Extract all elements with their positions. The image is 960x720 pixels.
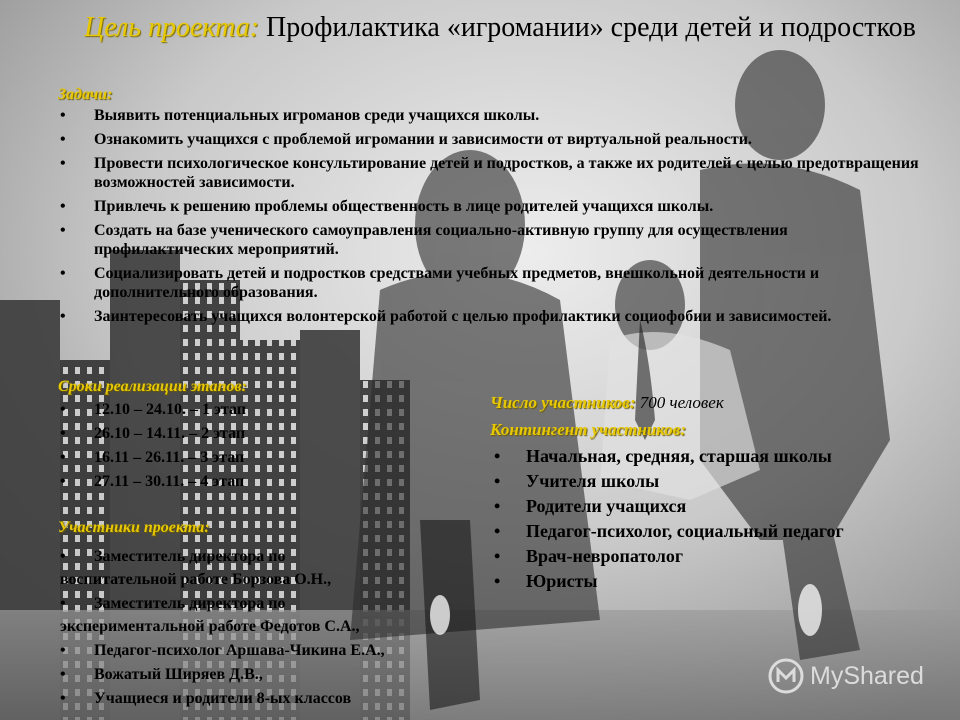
list-item: [56, 594, 496, 613]
list-item: [490, 471, 844, 492]
bullet: •: [60, 690, 66, 707]
count-label: Число участников:: [490, 393, 636, 412]
list-item: [56, 448, 246, 467]
task-text: Провести психологическое консультирование детей и подростков, а также их родителей с целью предотвращения возможностей зависимости.: [94, 155, 919, 191]
participant-count: [490, 393, 724, 413]
tasks-label: Задачи:: [58, 86, 113, 103]
stage-text: 26.10 – 14.11. – 2 этап: [94, 425, 246, 442]
bullet: •: [60, 548, 66, 565]
contingent-text: Юристы: [526, 571, 598, 591]
task-text: Ознакомить учащихся с проблемой игромании и зависимости от виртуальной реальности.: [94, 131, 752, 148]
bullet: •: [60, 595, 66, 612]
contingent-text: Учителя школы: [526, 471, 660, 491]
contingent-text: Начальная, средняя, старшая школы: [526, 446, 832, 466]
bullet: •: [494, 446, 501, 466]
bullet: •: [494, 471, 501, 491]
list-item: [490, 496, 844, 517]
contingent-text: Педагог-психолог, социальный педагог: [526, 521, 844, 541]
participant-text: Учащиеся и родители 8-ых классов: [94, 690, 352, 707]
contingent-text: Врач-невропатолог: [526, 546, 684, 566]
participant-text: Вожатый Ширяев Д.В.,: [94, 666, 263, 683]
list-item: [56, 400, 246, 419]
bullet: •: [60, 308, 66, 325]
bullet: •: [494, 571, 501, 591]
task-text: Социализировать детей и подростков средствами учебных предметов, внешкольной деятельности и дополнительного образования.: [94, 265, 820, 301]
list-item-continuation: воспитательной работе Борзова О.Н.,: [60, 571, 332, 588]
stage-text: 12.10 – 24.10. – 1 этап: [94, 401, 246, 418]
stages-label: Сроки реализации этапов:: [58, 378, 247, 395]
page-title: [60, 10, 940, 46]
bullet: •: [494, 521, 501, 541]
stage-text: 16.11 – 26.11. – 3 этап: [94, 449, 245, 466]
list-item: [56, 130, 926, 149]
list-item: [56, 264, 926, 302]
contingent-list: [490, 446, 844, 596]
bullet: •: [60, 265, 66, 282]
task-text: Привлечь к решению проблемы общественность в лице родителей учащихся школы.: [94, 198, 714, 215]
task-text: Выявить потенциальных игроманов среди учащихся школы.: [94, 107, 540, 124]
contingent-label: Контингент участников:: [490, 420, 687, 439]
bullet: •: [60, 473, 66, 490]
list-item: [490, 546, 844, 567]
bullet: •: [60, 425, 66, 442]
list-item: [56, 689, 496, 708]
bullet: •: [60, 155, 66, 172]
list-item: [490, 521, 844, 542]
bullet: •: [60, 198, 66, 215]
list-item: [56, 665, 496, 684]
tasks-list: [56, 106, 926, 331]
list-item: [490, 446, 844, 467]
bullet: •: [60, 401, 66, 418]
bullet: •: [60, 666, 66, 683]
list-item: [490, 571, 844, 592]
bullet: •: [494, 546, 501, 566]
list-item: [56, 547, 496, 566]
title-text: Профилактика «игромании» среди детей и подростков: [266, 12, 916, 43]
bullet: •: [60, 222, 66, 239]
task-text: Заинтересовать учащихся волонтерской работой с целью профилактики социофобии и зависимостей.: [94, 308, 832, 325]
list-item: [56, 154, 926, 192]
participant-text: Заместитель директора по: [94, 548, 286, 565]
stage-text: 27.11 – 30.11. – 4 этап: [94, 473, 245, 490]
bullet: •: [60, 642, 66, 659]
list-item: [56, 424, 246, 443]
contingent-text: Родители учащихся: [526, 496, 687, 516]
stages-list: [56, 400, 246, 496]
count-value: 700 человек: [639, 393, 724, 412]
list-item: [56, 307, 926, 326]
watermark-text: MyShared: [810, 661, 924, 690]
watermark: [768, 656, 924, 696]
list-item: [56, 472, 246, 491]
list-item-continuation: экспериментальной работе Федотов С.А.,: [60, 618, 360, 635]
participants-label: Участники проекта:: [58, 519, 210, 536]
task-text: Создать на базе ученического самоуправления социально-активную группу для осуществления профилактических мероприятий.: [94, 222, 788, 258]
bullet: •: [60, 107, 66, 124]
participant-text: Заместитель директора по: [94, 595, 286, 612]
bullet: •: [60, 131, 66, 148]
bullet: •: [60, 449, 66, 466]
list-item: [56, 106, 926, 125]
participant-text: Педагог-психолог Аршава-Чикина Е.А.,: [94, 642, 385, 659]
list-item: [56, 221, 926, 259]
myshared-logo-icon: [768, 658, 804, 694]
bullet: •: [494, 496, 501, 516]
participants-list: [56, 542, 496, 708]
title-prefix: Цель проекта:: [84, 12, 260, 43]
list-item: [56, 641, 496, 660]
list-item: [56, 197, 926, 216]
